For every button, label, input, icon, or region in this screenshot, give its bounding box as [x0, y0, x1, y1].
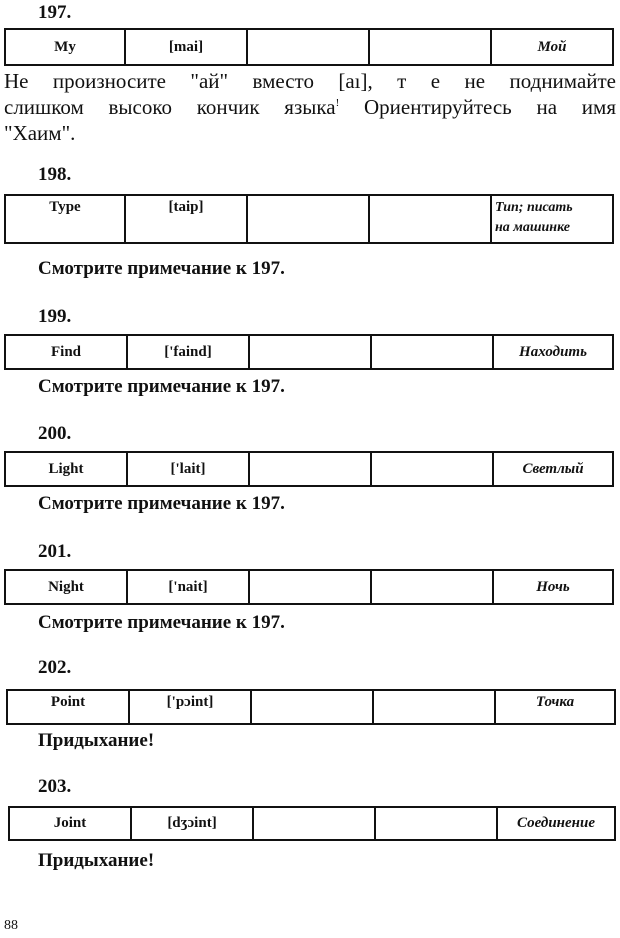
transcription-cell: [dʒɔint]: [132, 808, 254, 839]
translation-cell: Соединение: [517, 815, 595, 831]
empty-cell: [250, 336, 372, 368]
transcription-cell: ['nait]: [128, 571, 250, 603]
pronunciation-note: [4, 68, 616, 146]
transcription-cell: ['faind]: [128, 336, 250, 368]
english-word-cell: Light: [6, 453, 128, 485]
reference-note: Смотрите примечание к 197.: [38, 258, 285, 279]
empty-cell: [370, 196, 492, 242]
entry-number: 197.: [38, 2, 72, 23]
empty-cell: [250, 571, 372, 603]
empty-cell: [370, 30, 492, 64]
entry-number: 199.: [38, 306, 72, 327]
translation-cell: Светлый: [522, 460, 584, 477]
note-line: "Хаим".: [4, 121, 76, 145]
word-table-row: [4, 194, 614, 244]
reference-note: Смотрите примечание к 197.: [38, 376, 285, 397]
english-word-cell: Joint: [10, 808, 132, 839]
empty-cell: [372, 571, 494, 603]
empty-cell: [372, 336, 494, 368]
translation-cell: Точка: [535, 694, 575, 710]
entry-number: 203.: [38, 776, 72, 797]
empty-cell: [252, 691, 374, 723]
empty-cell: [248, 30, 370, 64]
empty-cell: [248, 196, 370, 242]
page-number: 88: [4, 918, 18, 933]
empty-cell: [372, 453, 494, 485]
entry-number: 200.: [38, 423, 72, 444]
translation-cell: [492, 196, 612, 242]
word-table-row: [8, 806, 616, 841]
empty-cell: [250, 453, 372, 485]
footnote-marker: !: [335, 97, 340, 109]
reference-note: Придыхание!: [38, 850, 155, 871]
english-word-cell: Point: [8, 691, 130, 723]
word-table-row: [4, 334, 614, 370]
english-word-cell: Find: [6, 336, 128, 368]
empty-cell: [254, 808, 376, 839]
note-line-part: слишком высоко кончик языка: [4, 95, 336, 119]
word-table-row: [4, 451, 614, 487]
translation-cell: Находить: [519, 343, 587, 360]
empty-cell: [376, 808, 498, 839]
reference-note: Смотрите примечание к 197.: [38, 493, 285, 514]
entry-number: 202.: [38, 657, 72, 678]
word-table-row: [4, 569, 614, 605]
english-word-cell: My: [6, 30, 126, 64]
word-table-row: [4, 28, 614, 66]
transcription-cell: [taip]: [126, 196, 248, 242]
translation-cell: Ночь: [536, 578, 570, 595]
english-word-cell: Type: [6, 196, 126, 242]
word-table-row: [6, 689, 616, 725]
entry-number: 201.: [38, 541, 72, 562]
empty-cell: [374, 691, 496, 723]
translation-text: Тип; писать на машинке: [495, 200, 573, 235]
transcription-cell: ['lait]: [128, 453, 250, 485]
reference-note: Смотрите примечание к 197.: [38, 612, 285, 633]
note-line-part: Ориентируйтесь на имя: [339, 95, 616, 119]
entry-number: 198.: [38, 164, 72, 185]
note-line: [4, 94, 616, 120]
english-word-cell: Night: [6, 571, 128, 603]
translation-cell: Мой: [537, 38, 567, 55]
note-line: Не произносите "ай" вместо [aı], т е не поднимайте: [4, 69, 616, 93]
transcription-cell: [mai]: [126, 30, 248, 64]
reference-note: Придыхание!: [38, 730, 155, 751]
transcription-cell: ['pɔint]: [130, 691, 252, 723]
